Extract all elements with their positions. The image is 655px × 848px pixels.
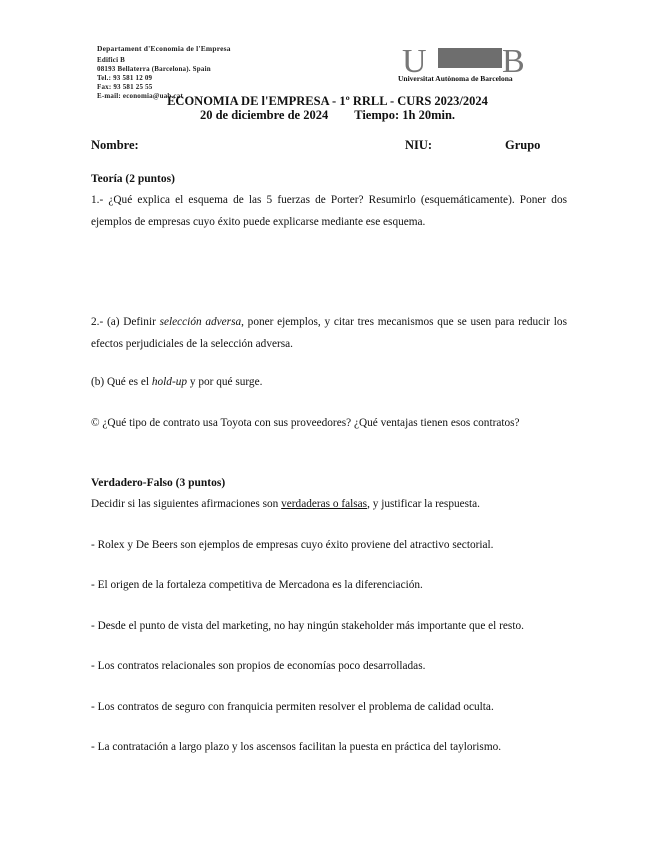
- name-field-label: Nombre:: [91, 138, 139, 152]
- tf-item: - Los contratos de seguro con franquicia permiten resolver el problema de calidad oculta.: [91, 701, 494, 713]
- exam-date-time: [0, 108, 655, 123]
- truefalse-heading: Verdadero-Falso (3 puntos): [91, 477, 226, 489]
- tf-item: - El origen de la fortaleza competitiva de Mercadona es la diferenciación.: [91, 579, 423, 591]
- tf-item: - Desde el punto de vista del marketing, no hay ningún stakeholder más importante que el resto.: [91, 620, 524, 632]
- exam-title: ECONOMIA DE l'EMPRESA - 1º RRLL - CURS 2023/2024: [167, 94, 488, 108]
- letterhead-address: 08193 Bellaterra (Barcelona). Spain: [97, 65, 211, 73]
- letterhead-building: Edifici B: [97, 56, 126, 64]
- truefalse-instructions: [91, 493, 567, 515]
- niu-field-label: NIU:: [405, 138, 433, 152]
- q2b-text-end: y por qué surge.: [187, 376, 263, 388]
- question-2a: [91, 311, 567, 355]
- q2a-text-end: , poner ejemplos, y citar tres mecanismos que se usen para reducir los efectos perjudiciales de la selección adversa.: [91, 316, 567, 350]
- svg-text:U: U: [402, 44, 427, 76]
- instructions-start: Decidir si las siguientes afirmaciones son: [91, 498, 282, 510]
- tf-item: - Rolex y De Beers son ejemplos de empresas cuyo éxito proviene del atractivo sectorial.: [91, 539, 494, 551]
- exam-date: 20 de diciembre de 2024: [199, 108, 329, 122]
- svg-text:B: B: [502, 44, 525, 76]
- letterhead-email: E-mail: economia@uab.cat: [97, 92, 183, 100]
- uab-logo-mark: [398, 44, 538, 76]
- question-1: 1.- ¿Qué explica el esquema de las 5 fuerzas de Porter? Resumirlo (esquemáticamente). Poner dos ejemplos de empresas cuyo éxito puede explicarse mediante ese esquema.: [91, 194, 567, 228]
- tf-item: - La contratación a largo plazo y los ascensos facilitan la puesta en práctica del taylorismo.: [91, 741, 502, 753]
- q2b-emphasis: hold-up: [151, 376, 188, 388]
- letterhead-department: Departament d'Economia de l'Empresa: [97, 44, 231, 53]
- q2a-text-start: 2.- (a) Definir: [91, 316, 160, 328]
- q2b-text-start: (b) Qué es el: [91, 376, 152, 388]
- q2a-emphasis: selección adversa: [159, 316, 242, 328]
- letterhead-tel: Tel.: 93 581 12 09: [97, 74, 153, 82]
- letterhead-fax: Fax: 93 581 25 55: [97, 83, 153, 91]
- group-field-label: Grupo: [505, 138, 541, 152]
- question-2c: © ¿Qué tipo de contrato usa Toyota con sus proveedores? ¿Qué ventajas tienen esos contratos?: [91, 417, 520, 429]
- exam-time: Tiempo: 1h 20min.: [354, 108, 456, 122]
- tf-item: - Los contratos relacionales son propios de economías poco desarrolladas.: [91, 660, 426, 672]
- uab-logo: [398, 44, 538, 84]
- instructions-end: , y justificar la respuesta.: [367, 498, 481, 510]
- instructions-underlined: verdaderas o falsas: [281, 498, 368, 510]
- theory-heading: Teoría (2 puntos): [91, 173, 175, 185]
- question-2b: [91, 371, 567, 393]
- university-name: Universitat Autònoma de Barcelona: [398, 74, 513, 83]
- letterhead: [97, 44, 231, 101]
